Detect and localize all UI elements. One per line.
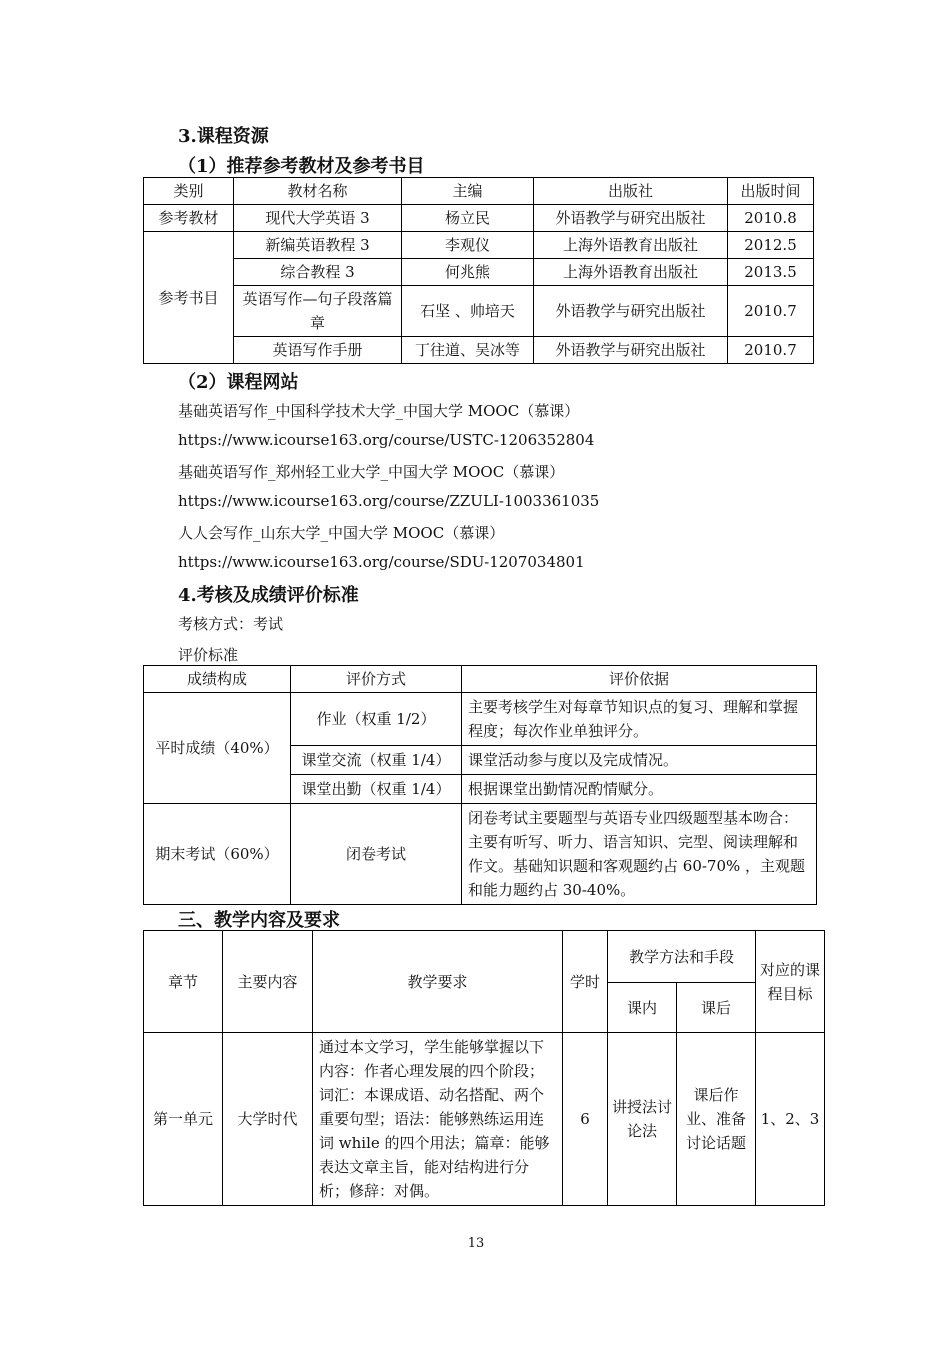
cell-final-grade: 期末考试（60%）: [144, 804, 291, 905]
cell-year: 2010.7: [728, 337, 814, 364]
subsection-title-websites: （2）课程网站: [178, 372, 299, 393]
assessment-method: 考核方式：考试: [178, 615, 284, 633]
website-url-3[interactable]: https://www.icourse163.org/course/SDU-1207034801: [178, 553, 585, 571]
header-chapter: 章节: [144, 931, 223, 1033]
header-year: 出版时间: [728, 178, 814, 205]
table-row: [144, 286, 814, 337]
table-row: [144, 259, 814, 286]
cell-year: 2010.8: [728, 205, 814, 232]
header-editor: 主编: [402, 178, 534, 205]
cell-goal: 1、2、3: [756, 1033, 825, 1206]
cell-name: 综合教程 3: [234, 259, 402, 286]
cell-mode: 作业（权重 1/2）: [291, 693, 462, 746]
cell-regular-grade: 平时成绩（40%）: [144, 693, 291, 804]
header-evaluation-basis: 评价依据: [462, 666, 817, 693]
cell-basis: 根据课堂出勤情况酌情赋分。: [462, 775, 817, 804]
section-title-assessment: 4.考核及成绩评价标准: [178, 585, 359, 606]
cell-editor: 石坚 、帅培天: [402, 286, 534, 337]
cell-name: 英语写作—句子段落篇章: [234, 286, 402, 337]
cell-editor: 杨立民: [402, 205, 534, 232]
cell-editor: 何兆熊: [402, 259, 534, 286]
header-grade-composition: 成绩构成: [144, 666, 291, 693]
header-category: 类别: [144, 178, 234, 205]
cell-year: 2013.5: [728, 259, 814, 286]
table-row: [144, 1033, 825, 1206]
header-content: 主要内容: [223, 931, 313, 1033]
cell-category: 参考教材: [144, 205, 234, 232]
table-row: [144, 804, 817, 905]
page-number: 13: [467, 1236, 485, 1251]
table-row: [144, 337, 814, 364]
cell-publisher: 外语教学与研究出版社: [534, 286, 728, 337]
header-after-class: 课后: [677, 983, 756, 1033]
cell-year: 2010.7: [728, 286, 814, 337]
header-in-class: 课内: [608, 983, 677, 1033]
table-header-row: [144, 931, 825, 983]
section-title-teaching: 三、教学内容及要求: [178, 910, 340, 931]
header-method: 教学方法和手段: [608, 931, 756, 983]
table-header-row: [144, 666, 817, 693]
cell-publisher: 外语教学与研究出版社: [534, 205, 728, 232]
teaching-table: [143, 930, 825, 1206]
cell-editor: 丁往道、吴冰等: [402, 337, 534, 364]
cell-after-class: 课后作业、准备讨论话题: [677, 1033, 756, 1206]
website-url-2[interactable]: https://www.icourse163.org/course/ZZULI-1003361035: [178, 492, 600, 510]
section-title-resources: 3.课程资源: [178, 126, 269, 147]
cell-name: 英语写作手册: [234, 337, 402, 364]
cell-name: 新编英语教程 3: [234, 232, 402, 259]
cell-requirement: 通过本文学习，学生能够掌握以下内容：作者心理发展的四个阶段；词汇：本课成语、动名搭配、两个重要句型；语法：能够熟练运用连词 while 的四个用法；篇章：能够表达文章主旨，能对结构进行分析；修辞：对偶。: [313, 1033, 563, 1206]
table-row: [144, 693, 817, 746]
table-row: [144, 232, 814, 259]
textbook-table: [143, 177, 814, 364]
table-row: [144, 205, 814, 232]
website-title-2: 基础英语写作_郑州轻工业大学_中国大学 MOOC（慕课）: [178, 463, 565, 481]
header-publisher: 出版社: [534, 178, 728, 205]
cell-name: 现代大学英语 3: [234, 205, 402, 232]
subsection-title-textbooks: （1）推荐参考教材及参考书目: [178, 156, 425, 177]
cell-chapter: 第一单元: [144, 1033, 223, 1206]
cell-content: 大学时代: [223, 1033, 313, 1206]
header-goal: 对应的课程目标: [756, 931, 825, 1033]
cell-basis: 主要考核学生对每章节知识点的复习、理解和掌握程度；每次作业单独评分。: [462, 693, 817, 746]
cell-category: 参考书目: [144, 232, 234, 364]
assessment-table: [143, 665, 817, 905]
cell-editor: 李观仪: [402, 232, 534, 259]
cell-publisher: 外语教学与研究出版社: [534, 337, 728, 364]
cell-basis: 课堂活动参与度以及完成情况。: [462, 746, 817, 775]
cell-publisher: 上海外语教育出版社: [534, 232, 728, 259]
table-header-row: [144, 178, 814, 205]
cell-publisher: 上海外语教育出版社: [534, 259, 728, 286]
header-requirement: 教学要求: [313, 931, 563, 1033]
cell-year: 2012.5: [728, 232, 814, 259]
website-title-1: 基础英语写作_中国科学技术大学_中国大学 MOOC（慕课）: [178, 402, 580, 420]
cell-mode: 课堂出勤（权重 1/4）: [291, 775, 462, 804]
header-evaluation-mode: 评价方式: [291, 666, 462, 693]
cell-mode: 课堂交流（权重 1/4）: [291, 746, 462, 775]
cell-mode: 闭卷考试: [291, 804, 462, 905]
cell-hours: 6: [563, 1033, 608, 1206]
website-url-1[interactable]: https://www.icourse163.org/course/USTC-1206352804: [178, 431, 595, 449]
header-hours: 学时: [563, 931, 608, 1033]
header-textbook-name: 教材名称: [234, 178, 402, 205]
cell-basis: 闭卷考试主要题型与英语专业四级题型基本吻合：主要有听写、听力、语言知识、完型、阅读理解和作文。基础知识题和客观题约占 60-70% ，主观题和能力题约占 30-40%。: [462, 804, 817, 905]
website-title-3: 人人会写作_山东大学_中国大学 MOOC（慕课）: [178, 524, 505, 542]
cell-in-class: 讲授法讨论法: [608, 1033, 677, 1206]
criteria-label: 评价标准: [178, 646, 239, 664]
